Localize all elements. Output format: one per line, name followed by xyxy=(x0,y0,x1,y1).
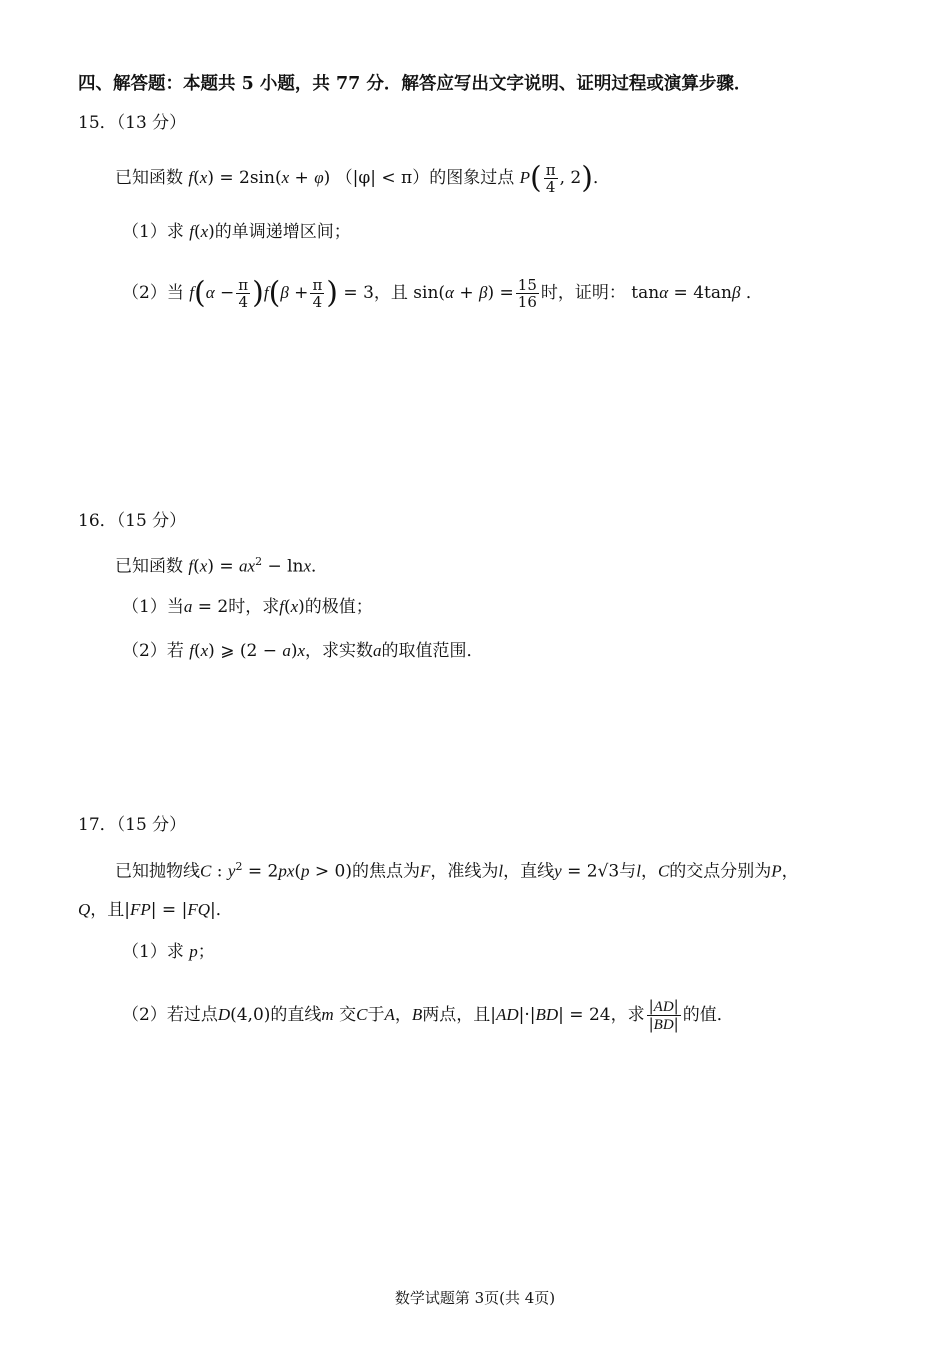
problem-17-stem-cont: Q，且|FP| = |FQ|． xyxy=(78,900,233,920)
problem-17-part-1: （1）求 p； xyxy=(122,942,215,962)
problem-16-part-1: （1）当a = 2时，求f(x)的极值； xyxy=(122,597,373,617)
problem-15-part-1: （1）求 f(x)的单调递增区间； xyxy=(122,222,351,242)
problem-15-part-2: （2）当 f(α − $\frac{\pi}{4}$ )f(β + $\frac{\pi}{4}$ ) = 3，且 sin(α + β) = $\frac{15}{16}$ 时，证明： tanα = 4tanβ ． xyxy=(122,275,763,311)
problem-17-part-2: （2）若过点D(4,0)的直线m 交C于A，B两点，且|AD|·|BD| = 24，求 $\frac{|AD|}{|BD|}$ 的值． xyxy=(122,997,734,1033)
problem-15-stem: 已知函数 f(x) = 2sin(x + φ) （|φ| < π）的图象过点 P( $\frac{\pi}{4}$ , 2)． xyxy=(115,160,610,196)
problem-17-number: 17．（15 分） xyxy=(78,815,187,835)
page-footer: 数学试题第 3页(共 4页) xyxy=(394,1289,556,1307)
problem-16-stem: 已知函数 $f(x) = ax^2 - \ln x$． xyxy=(115,555,329,577)
problem-15-number: 15．（13 分） xyxy=(78,113,187,133)
section-header: 四、解答题：本题共 5 小题，共 77 分．解答应写出文字说明、证明过程或演算步骤． xyxy=(78,74,752,94)
problem-16-number: 16．（15 分） xyxy=(78,511,187,531)
problem-17-stem: 已知抛物线C : $y^2 = 2px(p > 0)$的焦点为F，准线为l，直线y = 2√3与l，C的交点分别为P， xyxy=(115,860,799,882)
problem-16-part-2: （2）若 f(x) ⩾ (2 − a)x，求实数a的取值范围． xyxy=(122,641,484,661)
